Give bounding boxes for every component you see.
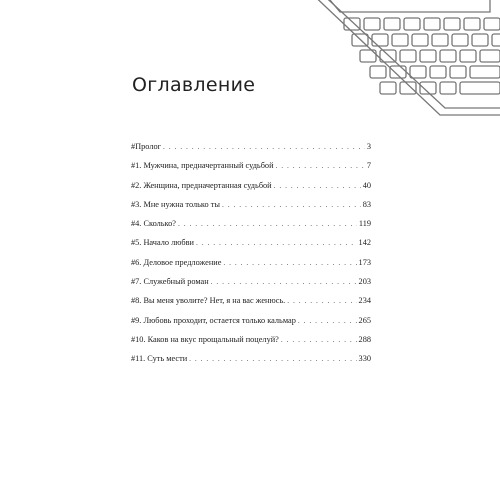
leader-dots <box>274 176 361 195</box>
toc-entry <box>131 176 371 195</box>
toc-entry <box>131 195 371 214</box>
toc-entry-page: 40 <box>362 180 371 190</box>
leader-dots <box>287 291 356 310</box>
toc-entry <box>131 214 371 233</box>
leader-dots <box>211 272 357 291</box>
toc-entry-page: 7 <box>366 161 371 171</box>
toc-entry-title: #4. Сколько? <box>131 219 176 229</box>
toc-entry <box>131 330 371 349</box>
toc-entry-title: #11. Суть мести <box>131 354 188 364</box>
leader-dots <box>276 156 365 175</box>
toc-entry-page: 83 <box>362 199 371 209</box>
toc-entry-title: #8. Вы меня уволите? Нет, я на вас женюсь. <box>131 296 286 306</box>
toc-entry-page: 142 <box>358 238 371 248</box>
toc-entry-title: #Пролог <box>131 142 162 151</box>
toc-entry <box>131 233 371 252</box>
toc-entry-page: 173 <box>358 257 371 267</box>
leader-dots <box>223 253 356 272</box>
leader-dots <box>298 311 357 330</box>
keyboard-illustration <box>300 0 500 125</box>
toc-entry-title: #3. Мне нужна только ты <box>131 199 220 209</box>
toc-entry-page: 288 <box>358 334 371 344</box>
toc-entry-title: #9. Любовь проходит, остается только кальмар <box>131 315 296 325</box>
leader-dots <box>178 214 357 233</box>
toc-entry-page: 330 <box>358 354 371 364</box>
toc-entry <box>131 137 371 156</box>
toc-entry-title: #5. Начало любви <box>131 238 194 248</box>
toc-entry-title: #7. Служебный роман <box>131 277 209 287</box>
toc-entry <box>131 156 371 175</box>
toc-heading: Оглавление <box>132 74 256 96</box>
leader-dots <box>163 137 365 156</box>
table-of-contents <box>131 137 371 369</box>
toc-entry <box>131 311 371 330</box>
toc-entry <box>131 349 371 368</box>
toc-entry-title: #10. Каков на вкус прощальный поцелуй? <box>131 334 279 344</box>
toc-entry-page: 265 <box>358 315 371 325</box>
toc-entry <box>131 272 371 291</box>
leader-dots <box>281 330 357 349</box>
toc-entry <box>131 291 371 310</box>
leader-dots <box>189 349 356 368</box>
toc-entry-title: #2. Женщина, предначертанная судьбой <box>131 180 272 190</box>
toc-entry-page: 3 <box>366 142 371 151</box>
leader-dots <box>196 233 357 252</box>
toc-entry <box>131 253 371 272</box>
toc-entry-page: 234 <box>358 296 371 306</box>
toc-entry-page: 203 <box>358 277 371 287</box>
toc-entry-title: #1. Мужчина, предначертанный судьбой <box>131 161 274 171</box>
leader-dots <box>222 195 361 214</box>
toc-entry-title: #6. Деловое предложение <box>131 257 222 267</box>
toc-entry-page: 119 <box>358 219 371 229</box>
